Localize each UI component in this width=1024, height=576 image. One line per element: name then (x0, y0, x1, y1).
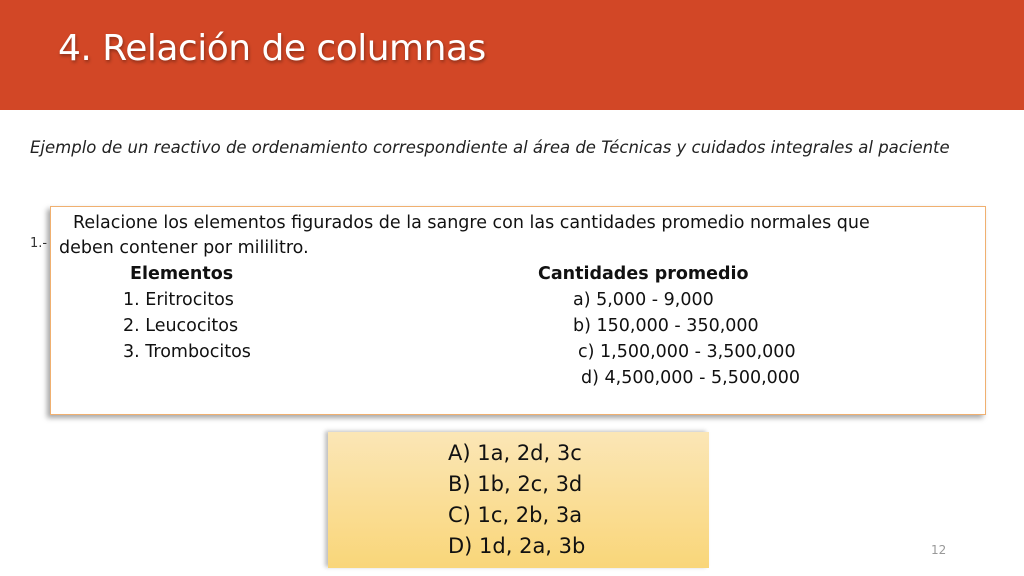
answer-option-b[interactable]: B) 1b, 2c, 3d (448, 472, 583, 496)
question-box (50, 206, 986, 415)
title-bar (0, 0, 1024, 110)
slide-title: 4. Relación de columnas (58, 28, 486, 69)
column-header-elementos: Elementos (130, 264, 234, 284)
question-text-line1: Relacione los elementos figurados de la sangre con las cantidades promedio normales que (73, 213, 870, 233)
page-number: 12 (931, 543, 947, 557)
question-number: 1.- (30, 236, 48, 251)
slide-subtitle: Ejemplo de un reactivo de ordenamiento correspondiente al área de Técnicas y cuidados integrales al paciente (30, 138, 950, 157)
list-item-amount: d) 4,500,000 - 5,500,000 (581, 368, 801, 388)
list-item-element: 3. Trombocitos (123, 342, 251, 362)
column-header-cantidades: Cantidades promedio (538, 264, 749, 284)
answer-option-a[interactable]: A) 1a, 2d, 3c (448, 441, 582, 465)
list-item-element: 2. Leucocitos (123, 316, 239, 336)
answer-options-box (328, 432, 709, 568)
list-item-amount: b) 150,000 - 350,000 (573, 316, 759, 336)
answer-option-c[interactable]: C) 1c, 2b, 3a (448, 503, 583, 527)
list-item-element: 1. Eritrocitos (123, 290, 234, 310)
answer-option-d[interactable]: D) 1d, 2a, 3b (448, 534, 586, 558)
question-text-line2: deben contener por mililitro. (59, 238, 309, 258)
list-item-amount: c) 1,500,000 - 3,500,000 (578, 342, 796, 362)
list-item-amount: a) 5,000 - 9,000 (573, 290, 714, 310)
